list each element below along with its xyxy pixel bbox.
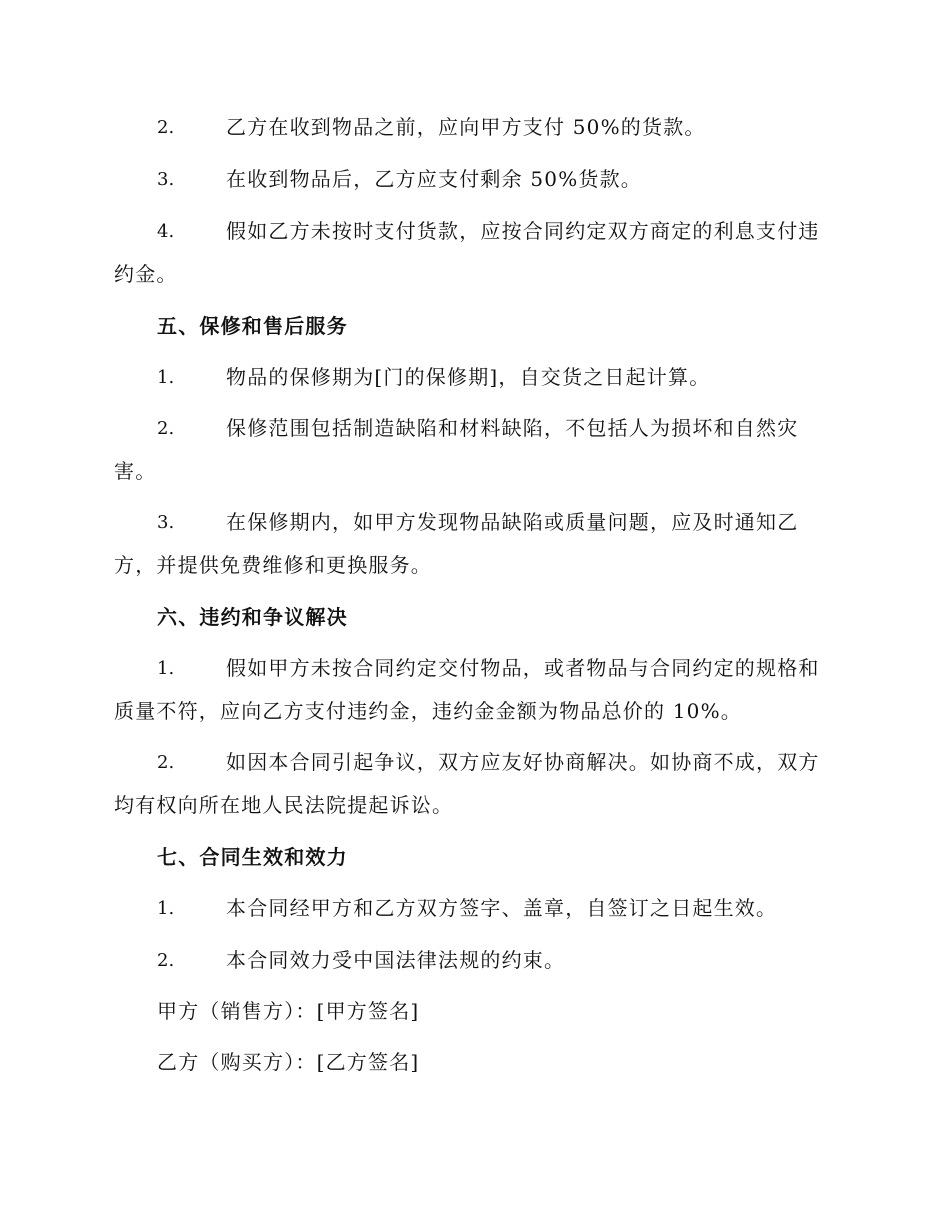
- item-text: 假如甲方未按合同约定交付物品，或者物品与合同约定的规格和: [226, 656, 820, 680]
- item-text-continuation: 方，并提供免费维修和更换服务。: [114, 553, 432, 577]
- item-number: 4.: [157, 221, 175, 242]
- item-text-continuation: 均有权向所在地人民法院提起诉讼。: [114, 793, 454, 817]
- item-number: 3.: [157, 169, 175, 190]
- item-text: 本合同效力受中国法律法规的约束。: [226, 948, 566, 972]
- item-text: 如因本合同引起争议，双方应友好协商解决。如协商不成，双方: [226, 750, 820, 774]
- section-heading: 七、合同生效和效力: [157, 845, 348, 869]
- item-text-continuation: 约金。: [114, 262, 178, 286]
- item-number: 2.: [157, 418, 175, 439]
- item-text: 本合同经甲方和乙方双方签字、盖章，自签订之日起生效。: [226, 896, 778, 920]
- section-heading: 五、保修和售后服务: [157, 314, 348, 338]
- item-text: 乙方在收到物品之前，应向甲方支付 50%的货款。: [226, 115, 706, 139]
- item-text: 在收到物品后，乙方应支付剩余 50%货款。: [226, 167, 643, 191]
- item-text-continuation: 质量不符，应向乙方支付违约金，违约金金额为物品总价的 10%。: [114, 699, 743, 723]
- item-number: 2.: [157, 950, 175, 971]
- item-text: 保修范围包括制造缺陷和材料缺陷，不包括人为损坏和自然灾: [226, 416, 799, 440]
- item-text: 在保修期内，如甲方发现物品缺陷或质量问题，应及时通知乙: [226, 510, 799, 534]
- party-a-signature: 甲方（销售方）：[甲方签名]: [157, 999, 420, 1023]
- item-number: 1.: [157, 367, 175, 388]
- item-text: 假如乙方未按时支付货款，应按合同约定双方商定的利息支付违: [226, 219, 820, 243]
- item-number: 2.: [157, 117, 175, 138]
- item-number: 1.: [157, 658, 175, 679]
- item-text-continuation: 害。: [114, 459, 157, 483]
- item-text: 物品的保修期为[门的保修期]，自交货之日起计算。: [226, 365, 711, 389]
- item-number: 3.: [157, 512, 175, 533]
- party-b-signature: 乙方（购买方）：[乙方签名]: [157, 1050, 420, 1074]
- item-number: 1.: [157, 898, 175, 919]
- section-heading: 六、违约和争议解决: [157, 605, 348, 629]
- item-number: 2.: [157, 752, 175, 773]
